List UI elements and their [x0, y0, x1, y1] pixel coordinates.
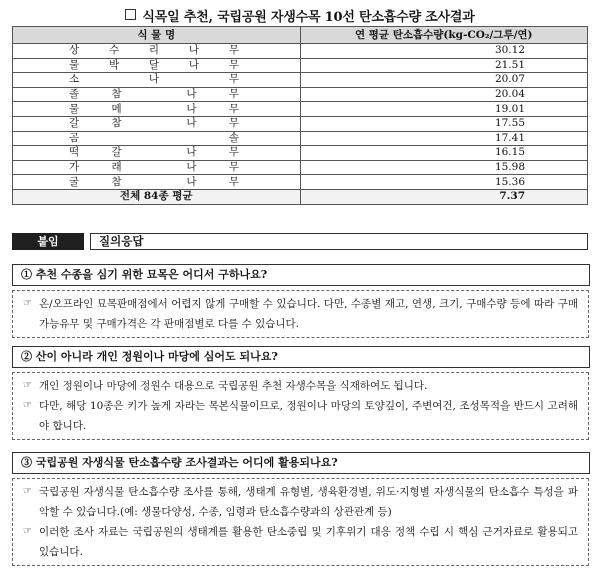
carbon-value-cell: 20.07 [300, 73, 588, 88]
plant-name-char: 나 [186, 161, 197, 174]
pointing-hand-icon: ☞ [23, 486, 32, 497]
answer-3 [12, 478, 589, 566]
plant-name-char: 수 [108, 44, 120, 57]
table-row [13, 175, 588, 190]
plant-name-cell [13, 175, 301, 190]
carbon-value-cell: 15.36 [300, 175, 588, 190]
carbon-value-cell: 17.41 [300, 131, 588, 146]
table-row [13, 44, 588, 59]
table-row [13, 131, 588, 146]
table-row [13, 146, 588, 161]
question-3: ③ 국립공원 자생식물 탄소흡수량 조사결과는 어디에 활용되나요? [12, 452, 590, 474]
table-row [13, 160, 588, 175]
plant-name-char: 나 [186, 117, 197, 130]
plant-name-char: 갈 [111, 146, 122, 159]
appendix-tag: 붙임 [12, 233, 84, 250]
plant-name-char: 메 [111, 102, 122, 115]
answer-item [23, 376, 578, 396]
plant-name-char: 나 [186, 146, 197, 159]
document-title: 식목일 추천, 국립공원 자생수목 10선 탄소흡수량 조사결과 [0, 6, 600, 25]
table-row [13, 58, 588, 73]
plant-name-cell [13, 160, 301, 175]
question-1: ① 추천 수종을 심기 위한 묘목은 어디서 구하나요? [12, 264, 590, 286]
plant-name-cell [13, 44, 301, 59]
carbon-value-cell: 30.12 [300, 44, 588, 59]
plant-name-cell [13, 73, 301, 88]
answer-1 [12, 290, 589, 338]
table-row [13, 102, 588, 117]
plant-name-char: 참 [111, 175, 122, 188]
plant-name-char: 무 [228, 146, 239, 159]
plant-name-char: 나 [188, 44, 200, 57]
plant-name-char: 무 [228, 117, 239, 130]
plant-name-cell [13, 131, 301, 146]
pointing-hand-icon: ☞ [23, 526, 32, 537]
column-header-plant-name: 식 물 명 [13, 27, 301, 44]
plant-name-char: 나 [188, 58, 200, 71]
pointing-hand-icon: ☞ [23, 380, 32, 391]
total-value: 7.37 [300, 189, 588, 204]
carbon-value-cell: 20.04 [300, 87, 588, 102]
checkbox-square-icon [125, 9, 136, 20]
answer-text: 온/오프라인 묘목판매점에서 어렵지 않게 구매할 수 있습니다. 다만, 수종별 재고, 연생, 크기, 구매수량 등에 따라 구매가능유무 및 구매가격은 각 판매점별로 다를 수 있습니다. [39, 298, 578, 330]
column-header-carbon-absorption: 연 평균 탄소흡수량(kg-CO₂/그루/연) [300, 27, 588, 44]
carbon-value-cell: 19.01 [300, 102, 588, 117]
carbon-value-cell: 15.98 [300, 160, 588, 175]
plant-name-char: 솔 [228, 131, 239, 144]
plant-name-char: 가 [69, 161, 80, 174]
pointing-hand-icon: ☞ [23, 400, 32, 411]
table-row [13, 87, 588, 102]
plant-name-char: 무 [228, 161, 239, 174]
plant-name-cell [13, 87, 301, 102]
question-2: ② 산이 아니라 개인 정원이나 마당에 심어도 되나요? [12, 346, 590, 368]
plant-name-char: 무 [228, 175, 239, 188]
plant-name-char: 나 [186, 175, 197, 188]
pointing-hand-icon: ☞ [23, 298, 32, 309]
plant-name-char: 소 [69, 73, 80, 86]
plant-name-char: 무 [228, 88, 239, 101]
table-row [13, 116, 588, 131]
plant-name-char: 갈 [69, 117, 80, 130]
total-row [13, 189, 588, 204]
plant-name-cell [13, 58, 301, 73]
answer-text: 국립공원 자생식물 탄소흡수량 조사를 통해, 생태계 유형별, 생육환경별, 위도·지형별 자생식물의 탄소흡수 특성을 파악할 수 있습니다.(예: 생물다양성, 수종, 임령과 탄소흡수량과의 상관관계 등) [39, 486, 578, 518]
carbon-value-cell: 21.51 [300, 58, 588, 73]
answer-text: 이러한 조사 자료는 국립공원의 생태계를 활용한 탄소중립 및 기후위기 대응 정책 수립 시 핵심 근거자료로 활용되고 있습니다. [39, 526, 578, 558]
plant-name-char: 박 [108, 58, 120, 71]
answer-item [23, 482, 578, 522]
table-row [13, 73, 588, 88]
carbon-absorption-table [12, 26, 588, 205]
plant-name-char: 참 [111, 117, 122, 130]
plant-name-char: 나 [148, 73, 160, 86]
answer-text: 개인 정원이나 마당에 정원수 대용으로 국립공원 추천 자생수목을 식재하여도 됩니다. [39, 380, 428, 392]
answer-item [23, 396, 578, 436]
plant-name-cell [13, 146, 301, 161]
answer-text: 다만, 해당 10종은 키가 높게 자라는 목본식물이므로, 정원이나 마당의 토양깊이, 주변여건, 조성목적을 반드시 고려해야 합니다. [39, 400, 578, 432]
plant-name-char: 곰 [69, 131, 80, 144]
plant-name-char: 리 [148, 44, 160, 57]
plant-name-char: 무 [228, 44, 239, 57]
answer-2 [12, 372, 589, 440]
plant-name-char: 졸 [69, 88, 80, 101]
plant-name-char: 물 [69, 58, 80, 71]
plant-name-cell [13, 116, 301, 131]
carbon-value-cell: 17.55 [300, 116, 588, 131]
appendix-header [12, 233, 588, 250]
plant-name-char: 달 [148, 58, 160, 71]
answer-item [23, 294, 578, 334]
plant-name-char: 나 [186, 88, 197, 101]
plant-name-char: 물 [69, 102, 80, 115]
plant-name-char: 나 [186, 102, 197, 115]
plant-name-char: 래 [111, 161, 122, 174]
appendix-label: 질의응답 [90, 233, 588, 250]
carbon-value-cell: 16.15 [300, 146, 588, 161]
plant-name-char: 상 [69, 44, 80, 57]
total-label: 전체 84종 평균 [13, 189, 301, 204]
plant-name-char: 떡 [69, 146, 80, 159]
plant-name-char: 참 [111, 88, 122, 101]
plant-name-cell [13, 102, 301, 117]
plant-name-char: 굴 [69, 175, 80, 188]
answer-item [23, 522, 578, 562]
plant-name-char: 무 [228, 73, 239, 86]
plant-name-char: 무 [228, 102, 239, 115]
plant-name-char: 무 [228, 58, 239, 71]
